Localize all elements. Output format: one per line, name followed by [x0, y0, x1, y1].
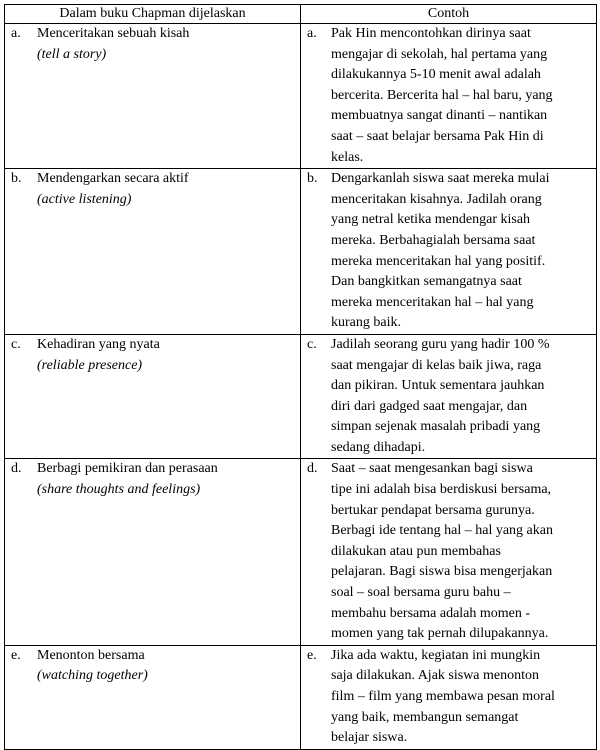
principle-cell [5, 645, 301, 749]
example-line: dilakukannya 5-10 menit awal adalah [331, 67, 541, 83]
example-line: Dengarkanlah siswa saat mereka mulai [331, 171, 550, 187]
example-line: membuatnya sangat dinanti – nantikan [331, 108, 548, 124]
example-line: mengajar di sekolah, hal pertama yang [331, 46, 548, 62]
table-header-row [5, 5, 597, 24]
principle-english: (tell a story) [37, 46, 107, 62]
header-right: Contoh [301, 5, 597, 24]
example-line: pelajaran. Bagi siswa bisa mengerjakan [331, 564, 553, 580]
comparison-table [4, 4, 597, 750]
example-line: Dan bangkitkan semangatnya saat [331, 274, 522, 290]
item-letter: d. [307, 461, 318, 477]
principle-title: Menceritakan sebuah kisah [37, 26, 190, 41]
item-letter: c. [11, 336, 21, 352]
example-line: kelas. [331, 149, 364, 165]
principle-title: Kehadiran yang nyata [37, 336, 160, 352]
example-line: mereka menceritakan hal – hal yang [331, 294, 534, 310]
example-cell [301, 645, 597, 749]
principle-cell [5, 334, 301, 459]
item-letter: b. [11, 171, 22, 187]
example-cell [301, 24, 597, 169]
principle-title: Menonton bersama [37, 647, 145, 663]
item-letter: e. [11, 647, 21, 663]
example-cell [301, 459, 597, 645]
principle-cell [5, 459, 301, 645]
item-letter: d. [11, 461, 22, 477]
principle-cell [5, 169, 301, 335]
principle-cell [5, 24, 301, 169]
principle-title: Mendengarkan secara aktif [37, 171, 189, 187]
item-letter: a. [11, 26, 21, 41]
principle-english: (watching together) [37, 668, 148, 684]
example-line: momen yang tak pernah dilupakannya. [331, 626, 549, 642]
example-line: menceritakan kisahnya. Jadilah orang [331, 191, 542, 207]
example-line: kurang baik. [331, 315, 401, 331]
example-line: diri dari gadged saat mengajar, dan [331, 398, 528, 414]
item-letter: c. [307, 336, 317, 352]
example-line: Jika ada waktu, kegiatan ini mungkin [331, 647, 541, 663]
example-line: saat mengajar di kelas baik jiwa, raga [331, 357, 542, 373]
example-line: Berbagi ide tentang hal – hal yang akan [331, 523, 553, 539]
example-line: dan pikiran. Untuk sementara jauhkan [331, 378, 545, 394]
item-letter: e. [307, 647, 317, 663]
principle-english: (share thoughts and feelings) [37, 482, 201, 498]
table-row [5, 169, 597, 335]
example-line: mereka. Berbahagialah bersama saat [331, 232, 536, 248]
example-cell [301, 169, 597, 335]
principle-english: (reliable presence) [37, 357, 143, 373]
principle-title: Berbagi pemikiran dan perasaan [37, 461, 218, 477]
item-letter: a. [307, 26, 317, 41]
example-line: yang baik, membangun semangat [331, 709, 519, 725]
table-row [5, 459, 597, 645]
example-line: film – film yang membawa pesan moral [331, 689, 555, 704]
example-line: dilakukan atau pun membahas [331, 543, 501, 559]
example-line: saat – saat belajar bersama Pak Hin di [331, 128, 544, 144]
example-line: bertukar pendapat bersama gurunya. [331, 502, 535, 518]
example-line: yang netral ketika mendengar kisah [331, 212, 531, 228]
example-line: belajar siswa. [331, 730, 408, 746]
example-line: Saat – saat mengesankan bagi siswa [331, 461, 533, 477]
example-line: Jadilah seorang guru yang hadir 100 % [331, 336, 550, 352]
principle-english: (active listening) [37, 191, 132, 207]
example-line: mereka menceritakan hal yang positif. [331, 253, 546, 269]
example-line: Pak Hin mencontohkan dirinya saat [331, 26, 531, 41]
example-line: soal – soal bersama guru bahu – [331, 585, 511, 601]
example-line: saja dilakukan. Ajak siswa menonton [331, 668, 540, 684]
example-line: membahu bersama adalah momen - [331, 605, 531, 621]
example-line: bercerita. Bercerita hal – hal baru, yang [331, 87, 553, 103]
example-line: simpan sejenak masalah pribadi yang [331, 419, 541, 435]
header-left: Dalam buku Chapman dijelaskan [5, 5, 301, 24]
item-letter: b. [307, 171, 318, 187]
example-cell [301, 334, 597, 459]
table-row [5, 334, 597, 459]
example-line: sedang dihadapi. [331, 439, 426, 455]
table-row [5, 24, 597, 169]
example-line: tipe ini adalah bisa berdiskusi bersama, [331, 482, 552, 498]
table-row [5, 645, 597, 749]
